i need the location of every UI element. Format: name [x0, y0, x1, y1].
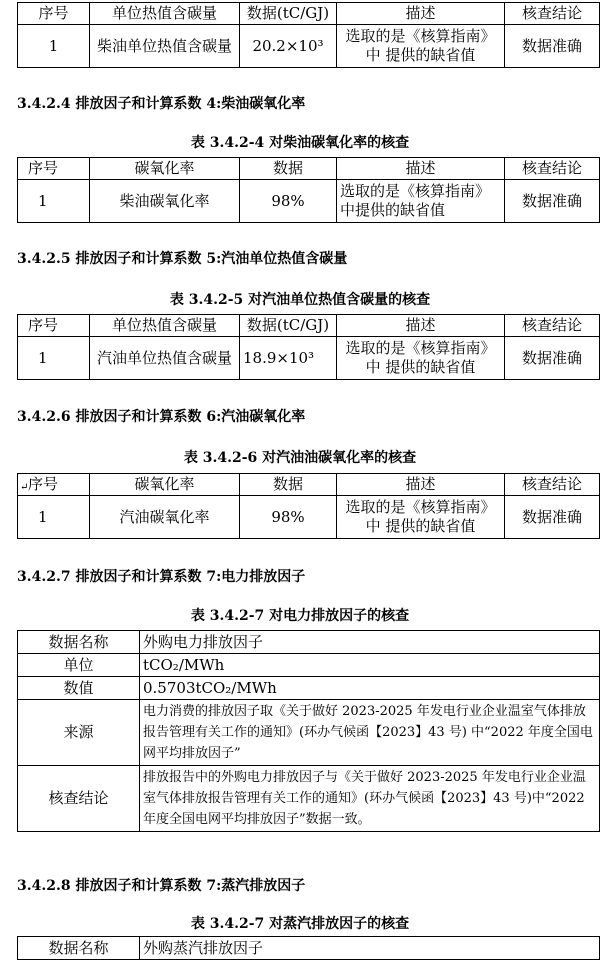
table-cell: 98%	[240, 496, 337, 539]
header-cell: 数据	[240, 158, 337, 180]
header-cell: 核查结论	[505, 474, 600, 496]
row-value: 排放报告中的外购电力排放因子与《关于做好 2023-2025 年发电行业企业温室气体排放报告管理有关工作的通知》(环办气候函【2023】43 号)中“2022 年度全国电网平均排放因子”数据一致。	[140, 766, 600, 832]
section-heading: 3.4.2.6 排放因子和计算系数 6:汽油碳氧化率	[17, 409, 306, 425]
header-cell: 描述	[337, 158, 505, 180]
row-label: 数据名称	[18, 631, 140, 654]
section-heading: 3.4.2.8 排放因子和计算系数 7:蒸汽排放因子	[17, 878, 306, 894]
header-cell: 数据	[240, 474, 337, 496]
table-row	[18, 766, 600, 832]
table-cell: 18.9×10³	[240, 337, 337, 380]
table-cell: 选取的是《核算指南》中 提供的缺省值	[337, 25, 505, 68]
section-heading: 3.4.2.7 排放因子和计算系数 7:电力排放因子	[17, 569, 306, 585]
table-diesel-carbon-content	[17, 2, 600, 68]
table-row	[18, 337, 600, 380]
table-caption: 表 3.4.2-7 对电力排放因子的核查	[190, 608, 410, 624]
table-cell: 1	[18, 25, 90, 68]
table-cell: 汽油单位热值含碳量	[90, 337, 240, 380]
header-cell: 序号	[18, 315, 90, 337]
arrow-icon: ↵	[20, 482, 29, 493]
header-cell: 序号	[18, 158, 90, 180]
header-cell	[18, 474, 90, 496]
row-label: 来源	[18, 700, 140, 766]
table-row	[18, 496, 600, 539]
header-cell: 单位热值含碳量	[90, 315, 240, 337]
table-cell: 数据准确	[505, 180, 600, 223]
table-caption: 表 3.4.2-6 对汽油油碳氧化率的核查	[183, 450, 417, 466]
table-cell: 数据准确	[505, 337, 600, 380]
table-cell: 选取的是《核算指南》中提供的缺省值	[337, 180, 505, 223]
header-cell: 描述	[337, 3, 505, 25]
header-cell: 核查结论	[505, 315, 600, 337]
table-row	[18, 677, 600, 700]
table-cell: 1	[18, 337, 90, 380]
section-heading: 3.4.2.5 排放因子和计算系数 5:汽油单位热值含碳量	[17, 251, 348, 267]
table-electricity-factor	[17, 630, 600, 832]
row-label: 核查结论	[18, 766, 140, 832]
table-cell: 汽油碳氧化率	[90, 496, 240, 539]
header-cell: 描述	[337, 474, 505, 496]
row-label: 数据名称	[18, 937, 140, 960]
header-label: 序号	[28, 475, 59, 493]
table-cell: 柴油碳氧化率	[90, 180, 240, 223]
table-header-row	[18, 315, 600, 337]
header-cell: 单位热值含碳量	[90, 3, 240, 25]
header-cell: 数据(tC/GJ)	[240, 315, 337, 337]
table-cell: 98%	[240, 180, 337, 223]
table-diesel-oxidation	[17, 157, 600, 223]
table-gasoline-oxidation	[17, 473, 600, 539]
row-label: 数值	[18, 677, 140, 700]
table-row	[18, 180, 600, 223]
header-cell: 数据(tC/GJ)	[240, 3, 337, 25]
table-caption: 表 3.4.2-5 对汽油单位热值含碳量的核查	[169, 292, 431, 308]
table-caption: 表 3.4.2-7 对蒸汽排放因子的核查	[190, 916, 410, 932]
table-header-row	[18, 158, 600, 180]
row-value: 外购电力排放因子	[140, 631, 600, 654]
row-value: 外购蒸汽排放因子	[140, 937, 600, 960]
row-label: 单位	[18, 654, 140, 677]
header-cell: 序号	[18, 3, 90, 25]
header-cell: 核查结论	[505, 3, 600, 25]
table-caption: 表 3.4.2-4 对柴油碳氧化率的核查	[190, 135, 410, 151]
table-row	[18, 654, 600, 677]
table-row	[18, 700, 600, 766]
row-value: 电力消费的排放因子取《关于做好 2023-2025 年发电行业企业温室气体排放报告管理有关工作的通知》(环办气候函【2023】43 号) 中“2022 年度全国电网平均排放因子”	[140, 700, 600, 766]
header-cell: 描述	[337, 315, 505, 337]
table-cell: 1	[18, 180, 90, 223]
table-cell: 选取的是《核算指南》中 提供的缺省值	[337, 337, 505, 380]
header-cell: 碳氧化率	[90, 158, 240, 180]
table-cell: 20.2×10³	[240, 25, 337, 68]
table-row	[18, 937, 600, 960]
header-cell: 碳氧化率	[90, 474, 240, 496]
table-cell: 1	[18, 496, 90, 539]
table-steam-factor	[17, 936, 600, 960]
row-value: tCO₂/MWh	[140, 654, 600, 677]
table-header-row	[18, 474, 600, 496]
table-header-row	[18, 3, 600, 25]
table-cell: 数据准确	[505, 496, 600, 539]
table-cell: 选取的是《核算指南》中 提供的缺省值	[337, 496, 505, 539]
table-gasoline-carbon-content	[17, 314, 600, 380]
table-row	[18, 631, 600, 654]
row-value: 0.5703tCO₂/MWh	[140, 677, 600, 700]
table-cell: 数据准确	[505, 25, 600, 68]
section-heading: 3.4.2.4 排放因子和计算系数 4:柴油碳氧化率	[17, 96, 306, 112]
table-cell: 柴油单位热值含碳量	[90, 25, 240, 68]
table-row	[18, 25, 600, 68]
header-cell: 核查结论	[505, 158, 600, 180]
